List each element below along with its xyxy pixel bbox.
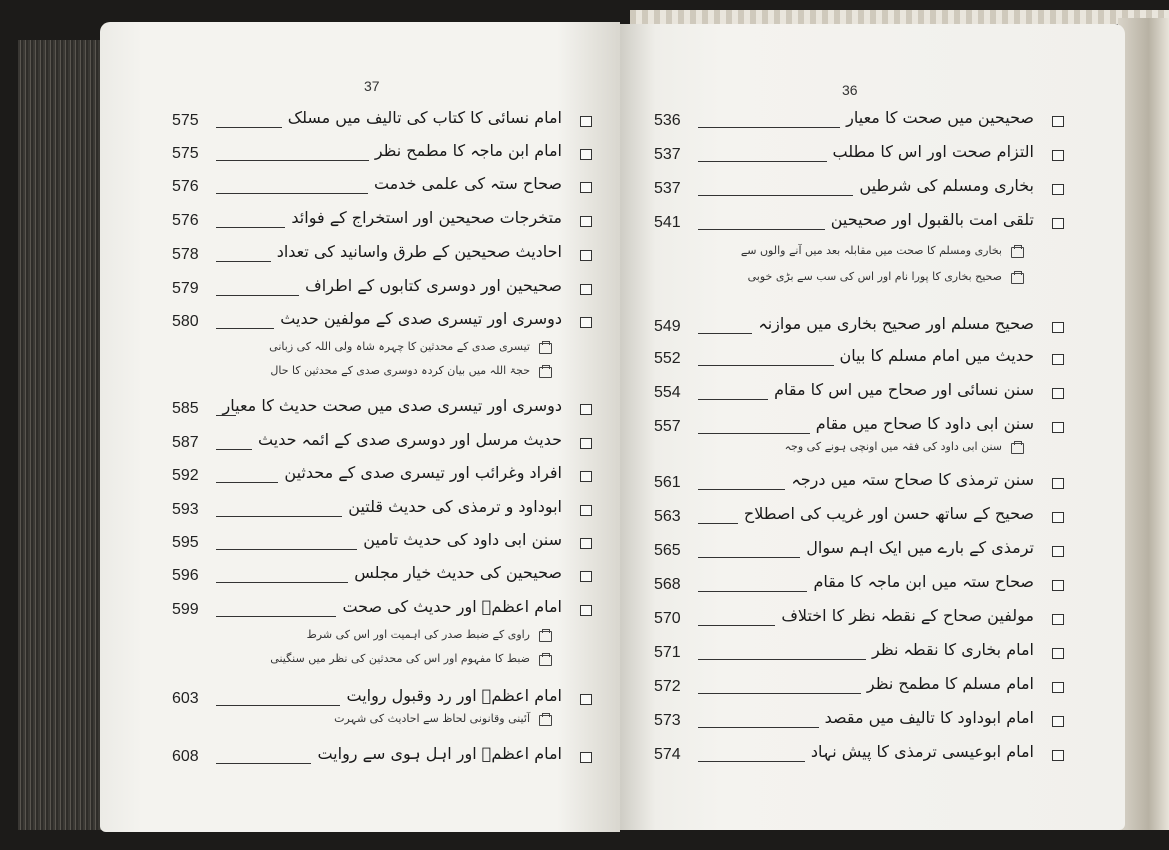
toc-page-number: 575 [172,145,199,162]
toc-title: صحاح ستہ میں ابن ماجہ کا مقام [813,572,1034,591]
toc-entry [172,174,592,204]
toc-page-number: 596 [172,567,199,584]
leader-line [698,727,819,728]
square-bullet-icon [580,471,592,482]
sub-bullet-icon [539,367,552,378]
toc-subtitle: بخاری ومسلم کا صحت میں مقابلہ بعد میں آنے والوں سے [740,244,1002,257]
square-bullet-icon [1052,682,1064,693]
toc-entry [654,176,1064,206]
left-page-number: 37 [364,78,380,94]
toc-entry [654,380,1064,410]
toc-page-number: 585 [172,400,199,417]
toc-subtitle: ضبط کا مفہوم اور اس کی محدثین کی نظر میں سنگینی [270,652,530,665]
square-bullet-icon [580,404,592,415]
leader-line [698,127,840,128]
square-bullet-icon [580,694,592,705]
toc-entry [654,346,1064,376]
square-bullet-icon [1052,184,1064,195]
toc-page-number: 554 [654,384,681,401]
leader-line [216,193,368,194]
toc-entry [654,674,1064,704]
square-bullet-icon [1052,716,1064,727]
toc-title: سنن ابی داود کا صحاح میں مقام [815,414,1034,433]
toc-title: حدیث مرسل اور دوسری صدی کے ائمہ حدیث [258,430,562,449]
square-bullet-icon [1052,614,1064,625]
toc-title: صحیح مسلم اور صحیح بخاری میں موازنہ [758,314,1034,333]
toc-entry [654,108,1064,138]
toc-page-number: 578 [172,246,199,263]
toc-page-number: 563 [654,508,681,525]
toc-entry [654,572,1064,602]
toc-subentry [172,652,552,670]
toc-page-number: 573 [654,712,681,729]
toc-page-number: 576 [172,212,199,229]
toc-page-number: 603 [172,690,199,707]
toc-page-number: 608 [172,748,199,765]
toc-subtitle: حجۃ اللہ میں بیان کردہ دوسری صدی کے محدثین کا حال [270,364,530,377]
toc-entry [172,141,592,171]
toc-entry [654,210,1064,240]
toc-entry [654,142,1064,172]
toc-entry [172,430,592,460]
leader-line [216,127,282,128]
toc-entry [172,530,592,560]
square-bullet-icon [1052,512,1064,523]
toc-page-number: 579 [172,280,199,297]
leader-line [216,616,336,617]
square-bullet-icon [580,284,592,295]
toc-title: دوسری اور تیسری صدی میں صحت حدیث کا معیار [222,396,562,415]
leader-line [698,693,861,694]
toc-page-number: 595 [172,534,199,551]
toc-page-number: 552 [654,350,681,367]
leader-line [216,763,311,764]
square-bullet-icon [1052,218,1064,229]
square-bullet-icon [1052,648,1064,659]
toc-page-number: 570 [654,610,681,627]
toc-title: صحاح ستہ کی علمی خدمت [373,174,562,193]
leader-line [698,161,827,162]
leader-line [216,449,252,450]
sub-bullet-icon [1011,443,1024,454]
toc-title: امام اعظمؒ اور رد وقبول روایت [346,686,562,705]
toc-subentry [654,440,1024,458]
square-bullet-icon [580,505,592,516]
leader-line [216,549,357,550]
leader-line [216,516,342,517]
toc-entry [172,108,592,138]
square-bullet-icon [580,317,592,328]
leader-line [216,705,340,706]
toc-title: صحیحین کی حدیث خیار مجلس [354,563,562,582]
leader-line [216,328,274,329]
right-page-number: 36 [842,82,858,98]
right-page [620,24,1125,830]
toc-page-number: 580 [172,313,199,330]
toc-entry [172,563,592,593]
toc-page-number: 593 [172,501,199,518]
leader-line [698,523,738,524]
toc-title: امام ابن ماجہ کا مطمح نظر [374,141,562,160]
toc-page-number: 561 [654,474,681,491]
square-bullet-icon [1052,322,1064,333]
sub-bullet-icon [1011,247,1024,258]
square-bullet-icon [1052,150,1064,161]
toc-entry [654,314,1064,344]
toc-page-number: 575 [172,112,199,129]
square-bullet-icon [580,216,592,227]
sub-bullet-icon [1011,273,1024,284]
toc-title: دوسری اور تیسری صدی کے مولفین حدیث [280,309,562,328]
toc-page-number: 565 [654,542,681,559]
toc-page-number: 549 [654,318,681,335]
leader-line [216,227,285,228]
square-bullet-icon [1052,388,1064,399]
square-bullet-icon [1052,546,1064,557]
toc-entry [654,742,1064,772]
toc-page-number: 536 [654,112,681,129]
leader-line [698,195,853,196]
page-edges-left [18,40,110,830]
leader-line [216,415,236,416]
square-bullet-icon [580,438,592,449]
toc-title: سنن ترمذی کا صحاح ستہ میں درجہ [791,470,1034,489]
toc-subentry [172,340,552,358]
toc-title: سنن ابی داود کی حدیث تامین [363,530,562,549]
toc-page-number: 574 [654,746,681,763]
toc-title: امام ابوعیسی ترمذی کا پیش نہاد [810,742,1034,761]
toc-title: ابوداود و ترمذی کی حدیث قلتین [348,497,562,516]
square-bullet-icon [1052,580,1064,591]
square-bullet-icon [580,752,592,763]
toc-title: امام نسائی کا کتاب کی تالیف میں مسلک [287,108,562,127]
toc-title: افراد وغرائب اور تیسری صدی کے محدثین [284,463,562,482]
toc-subentry [172,628,552,646]
square-bullet-icon [580,538,592,549]
leader-line [698,365,834,366]
toc-entry [172,276,592,306]
toc-page-number: 592 [172,467,199,484]
toc-subentry [654,244,1024,262]
toc-subtitle: راوی کے ضبط صدر کی اہمیت اور اس کی شرط [306,628,530,641]
toc-title: امام اعظمؒ اور اہل ہوی سے روایت [317,744,562,763]
toc-page-number: 587 [172,434,199,451]
toc-title: تلقی امت بالقبول اور صحیحین [830,210,1034,229]
toc-entry [172,208,592,238]
toc-entry [654,504,1064,534]
toc-title: امام ابوداود کا تالیف میں مقصد [824,708,1034,727]
toc-title: امام مسلم کا مطمح نظر [866,674,1034,693]
square-bullet-icon [580,149,592,160]
toc-subtitle: تیسری صدی کے محدثین کا چہرہ شاہ ولی اللہ کی زبانی [269,340,530,353]
toc-entry [172,463,592,493]
sub-bullet-icon [539,343,552,354]
leader-line [698,333,752,334]
square-bullet-icon [1052,750,1064,761]
leader-line [698,625,775,626]
toc-title: صحیحین میں صحت کا معیار [846,108,1034,127]
toc-entry [172,497,592,527]
toc-title: بخاری ومسلم کی شرطیں [859,176,1034,195]
toc-page-number: 537 [654,180,681,197]
toc-subtitle: آئینی وقانونی لحاظ سے احادیث کی شہرت [334,712,530,725]
toc-page-number: 541 [654,214,681,231]
left-page [100,22,620,832]
toc-entry [654,538,1064,568]
leader-line [216,482,278,483]
square-bullet-icon [580,571,592,582]
toc-entry [172,242,592,272]
leader-line [216,295,299,296]
toc-entry [172,597,592,627]
square-bullet-icon [1052,422,1064,433]
square-bullet-icon [1052,354,1064,365]
square-bullet-icon [580,250,592,261]
cover-edge-top [630,10,1169,24]
toc-page-number: 537 [654,146,681,163]
leader-line [698,433,810,434]
toc-page-number: 572 [654,678,681,695]
toc-title: ترمذی کے بارے میں ایک اہم سوال [806,538,1034,557]
toc-page-number: 568 [654,576,681,593]
toc-page-number: 576 [172,178,199,195]
toc-title: التزام صحت اور اس کا مطلب [832,142,1034,161]
toc-page-number: 557 [654,418,681,435]
leader-line [216,261,271,262]
square-bullet-icon [580,182,592,193]
toc-page-number: 571 [654,644,681,661]
sub-bullet-icon [539,655,552,666]
toc-title: حدیث میں امام مسلم کا بیان [839,346,1034,365]
page-edges-right [1118,18,1169,830]
toc-entry [654,470,1064,500]
toc-subtitle: سنن ابی داود کی فقہ میں اونچی ہونے کی وجہ [784,440,1002,453]
toc-entry [172,744,592,774]
square-bullet-icon [1052,478,1064,489]
toc-page-number: 599 [172,601,199,618]
toc-title: امام بخاری کا نقطہ نظر [872,640,1034,659]
toc-entry [654,708,1064,738]
leader-line [698,591,807,592]
square-bullet-icon [580,116,592,127]
square-bullet-icon [1052,116,1064,127]
toc-entry [654,606,1064,636]
toc-entry [654,640,1064,670]
toc-entry [172,396,592,426]
toc-subentry [172,364,552,382]
leader-line [216,160,369,161]
square-bullet-icon [580,605,592,616]
sub-bullet-icon [539,715,552,726]
toc-title: سنن نسائی اور صحاح میں اس کا مقام [774,380,1034,399]
leader-line [698,489,785,490]
toc-subtitle: صحیح بخاری کا پورا نام اور اس کی سب سے بڑی خوبی [747,270,1002,283]
leader-line [216,582,348,583]
toc-title: امام اعظمؒ اور حدیث کی صحت [342,597,562,616]
leader-line [698,761,805,762]
leader-line [698,659,866,660]
leader-line [698,557,800,558]
toc-title: مولفین صحاح کے نقطہ نظر کا اختلاف [781,606,1034,625]
toc-title: احادیث صحیحین کے طرق واسانید کی تعداد [276,242,562,261]
toc-subentry [172,712,552,730]
toc-title: متخرجات صحیحین اور استخراج کے فوائد [291,208,562,227]
sub-bullet-icon [539,631,552,642]
toc-title: صحیحین اور دوسری کتابوں کے اطراف [305,276,562,295]
toc-subentry [654,270,1024,288]
toc-title: صحیح کے ساتھ حسن اور غریب کی اصطلاح [743,504,1034,523]
toc-entry [172,309,592,339]
leader-line [698,399,768,400]
leader-line [698,229,825,230]
